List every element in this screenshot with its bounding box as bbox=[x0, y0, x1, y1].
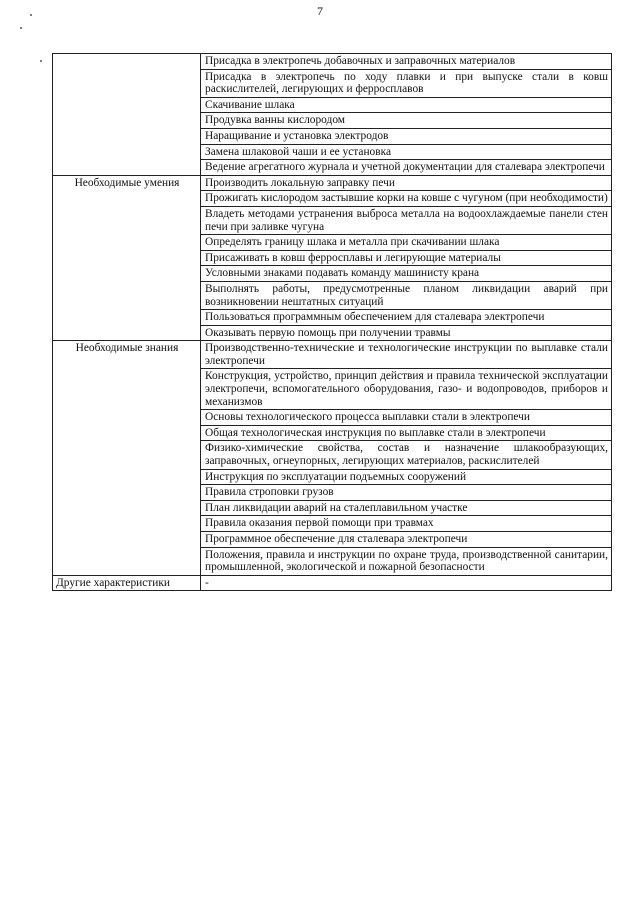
section-item: Продувка ванны кислородом bbox=[201, 113, 612, 129]
section-item: Оказывать первую помощь при получении травмы bbox=[201, 325, 612, 341]
section-item: Присадка в электропечь по ходу плавки и при выпуске стали в ковш раскислителей, легирующих и ферросплавов bbox=[201, 69, 612, 97]
section-label: Необходимые знания bbox=[53, 341, 201, 576]
scan-speck bbox=[30, 14, 32, 16]
section-item: Выполнять работы, предусмотренные планом ликвидации аварий при возникновении нештатных ситуаций bbox=[201, 281, 612, 309]
section-item: Прожигать кислородом застывшие корки на ковше с чугуном (при необходимости) bbox=[201, 191, 612, 207]
section-item: Присадка в электропечь добавочных и заправочных материалов bbox=[201, 54, 612, 70]
section-item: Владеть методами устранения выброса металла на водоохлаждаемые панели стен печи при заливке чугуна bbox=[201, 206, 612, 234]
table-row bbox=[53, 54, 612, 70]
page-number: 7 bbox=[317, 4, 323, 18]
section-item: Инструкция по эксплуатации подъемных сооружений bbox=[201, 469, 612, 485]
section-item: Конструкция, устройство, принцип действия и правила технической эксплуатации электропечи, вспомогательного оборудования, газо- и водопроводов, приборов и механизмов bbox=[201, 369, 612, 410]
section-item: Правила строповки грузов bbox=[201, 485, 612, 501]
section-item: Определять границу шлака и металла при скачивании шлака bbox=[201, 235, 612, 251]
section-item: План ликвидации аварий на сталеплавильном участке bbox=[201, 500, 612, 516]
section-item: Ведение агрегатного журнала и учетной документации для сталевара электропечи bbox=[201, 160, 612, 176]
section-label: Необходимые умения bbox=[53, 175, 201, 341]
table-row bbox=[53, 575, 612, 591]
section-item: Физико-химические свойства, состав и назначение шлакообразующих, заправочных, огнеупорных, легирующих материалов, раскислителей bbox=[201, 441, 612, 469]
section-item: Основы технологического процесса выплавки стали в электропечи bbox=[201, 410, 612, 426]
section-item: Производственно-технические и технологические инструкции по выплавке стали электропечи bbox=[201, 341, 612, 369]
section-item: Программное обеспечение для сталевара электропечи bbox=[201, 532, 612, 548]
section-item: Условными знаками подавать команду машинисту крана bbox=[201, 266, 612, 282]
section-item: Замена шлаковой чаши и ее установка bbox=[201, 144, 612, 160]
scan-speck bbox=[20, 27, 22, 29]
section-item: Правила оказания первой помощи при травмах bbox=[201, 516, 612, 532]
section-item: Наращивание и установка электродов bbox=[201, 128, 612, 144]
table-row bbox=[53, 341, 612, 369]
section-item: Общая технологическая инструкция по выплавке стали в электропечи bbox=[201, 425, 612, 441]
section-item: - bbox=[201, 575, 612, 591]
qualification-table bbox=[52, 53, 612, 591]
scan-speck bbox=[40, 60, 42, 62]
section-item: Скачивание шлака bbox=[201, 97, 612, 113]
section-item: Присаживать в ковш ферросплавы и легирующие материалы bbox=[201, 250, 612, 266]
section-item: Производить локальную заправку печи bbox=[201, 175, 612, 191]
section-label: Другие характеристики bbox=[53, 575, 201, 591]
section-label bbox=[53, 54, 201, 176]
table-row bbox=[53, 175, 612, 191]
section-item: Положения, правила и инструкции по охране труда, производственной санитарии, промышленной, экологической и пожарной безопасности bbox=[201, 547, 612, 575]
qualification-table-body bbox=[53, 54, 612, 591]
section-item: Пользоваться программным обеспечением для сталевара электропечи bbox=[201, 310, 612, 326]
